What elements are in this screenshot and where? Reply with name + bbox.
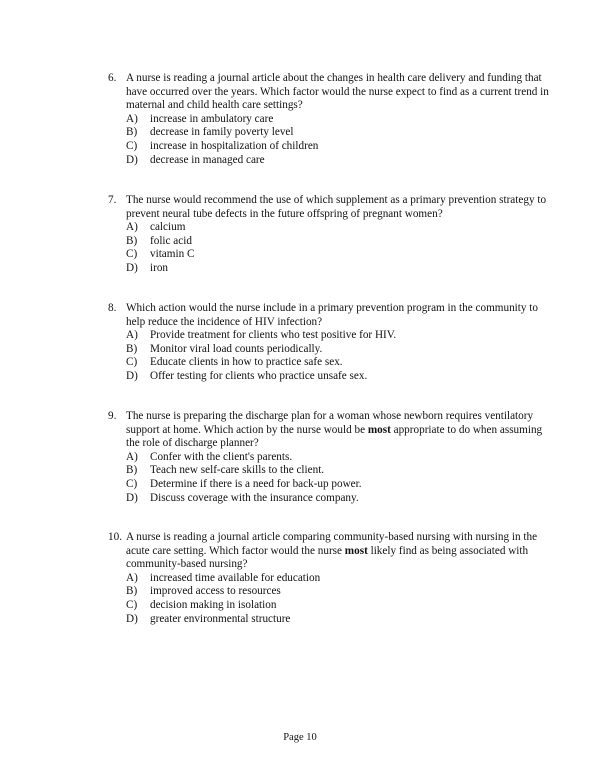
question-stem: A nurse is reading a journal article about the changes in health care delivery and funding that have occurred over the years. Which factor would the nurse expect to find as a current trend in maternal and child health care settings? (126, 72, 549, 112)
answer-option-c: C) vitamin C (126, 248, 195, 261)
question-9 (108, 410, 558, 505)
answer-option-c: C) decision making in isolation (126, 598, 277, 611)
answer-option-a: A) increase in ambulatory care (126, 112, 274, 125)
answer-option-a: A) Confer with the client's parents. (126, 450, 293, 463)
answer-option-a: A) calcium (126, 221, 186, 234)
question-stem: The nurse is preparing the discharge plan for a woman whose newborn requires ventilatory support at home. Which action by the nurse would be most appropriate to do when assuming the role of discharge planner? (126, 410, 543, 450)
answer-options (126, 451, 558, 505)
question-stem: Which action would the nurse include in a primary prevention program in the community to help reduce the incidence of HIV infection? (126, 302, 538, 328)
question-number: 8. (108, 302, 117, 314)
answer-option-c: C) Determine if there is a need for back-up power. (126, 477, 362, 490)
answer-option-b: B) Teach new self-care skills to the client. (126, 464, 325, 477)
answer-options (126, 113, 558, 167)
question-stem: A nurse is reading a journal article comparing community-based nursing with nursing in the acute care setting. Which factor would the nurse most likely find as being associated with community-based nursing? (126, 531, 538, 571)
emphasis-most: most (344, 544, 368, 557)
answer-option-a: A) Provide treatment for clients who test positive for HIV. (126, 329, 397, 342)
answer-option-d: D) decrease in managed care (126, 153, 265, 166)
question-7 (108, 194, 558, 276)
answer-options (126, 221, 558, 275)
answer-option-b: B) folic acid (126, 234, 192, 247)
answer-options (126, 572, 558, 626)
answer-option-a: A) increased time available for education (126, 571, 321, 584)
answer-option-c: C) increase in hospitalization of children (126, 139, 319, 152)
answer-option-d: D) Offer testing for clients who practice unsafe sex. (126, 369, 368, 382)
page-number: Page 10 (283, 732, 317, 743)
answer-options (126, 329, 558, 383)
answer-option-d: D) greater environmental structure (126, 612, 291, 625)
question-10 (108, 531, 558, 626)
answer-option-d: D) iron (126, 261, 169, 274)
question-number: 9. (108, 410, 117, 422)
answer-option-b: B) decrease in family poverty level (126, 126, 294, 139)
emphasis-most: most (367, 423, 391, 436)
question-stem: The nurse would recommend the use of which supplement as a primary prevention strategy to prevent neural tube defects in the future offspring of pregnant women? (126, 194, 547, 220)
answer-option-b: B) Monitor viral load counts periodically. (126, 342, 323, 355)
question-8 (108, 302, 558, 384)
answer-option-d: D) Discuss coverage with the insurance company. (126, 491, 359, 504)
question-number: 7. (108, 194, 117, 206)
answer-option-c: C) Educate clients in how to practice safe sex. (126, 356, 343, 369)
question-6 (108, 72, 558, 167)
answer-option-b: B) improved access to resources (126, 585, 281, 598)
question-number: 10. (108, 531, 122, 543)
question-number: 6. (108, 72, 117, 84)
